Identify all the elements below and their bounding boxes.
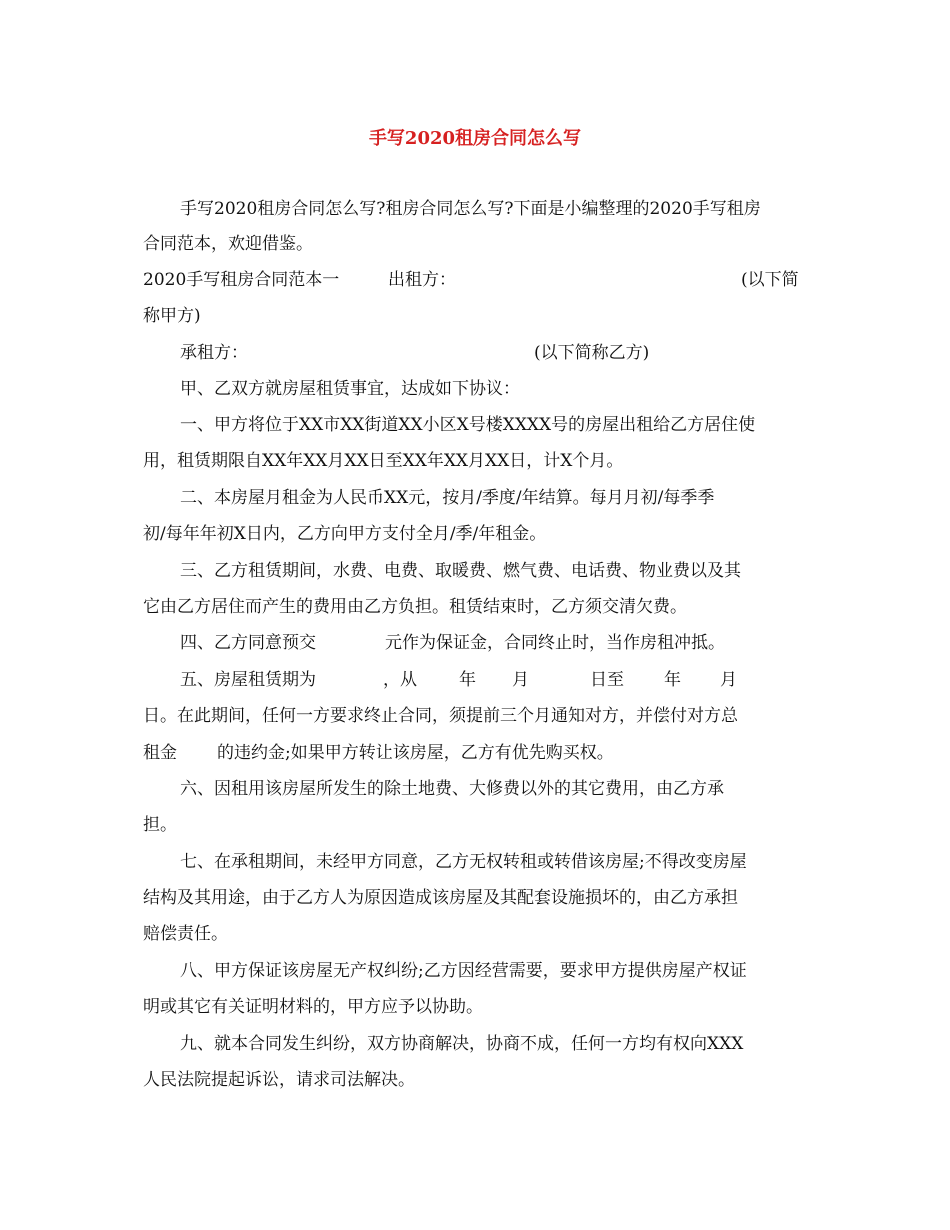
lessor-short-name-cont: 称甲方) — [143, 306, 201, 326]
clause-5-month-1: 月 — [512, 670, 529, 690]
clause-4-part-2: 元作为保证金，合同终止时，当作房租冲抵。 — [385, 633, 725, 653]
lessor-short-name: (以下简 — [741, 270, 799, 290]
clause-6-line-1: 六、因租用该房屋所发生的除土地费、大修费以外的其它费用，由乙方承 — [180, 779, 724, 799]
clause-5-year-1: 年 — [459, 670, 476, 690]
clause-7-line-1: 七、在承租期间，未经甲方同意，乙方无权转租或转借该房屋;不得改变房屋 — [180, 852, 747, 872]
clause-7-line-3: 赔偿责任。 — [143, 924, 228, 944]
clause-6-line-2: 担。 — [143, 815, 177, 835]
clause-8-line-2: 明或其它有关证明材料的，甲方应予以协助。 — [143, 997, 483, 1017]
clause-1-line-2: 用，租赁期限自XX年XX月XX日至XX年XX月XX日，计X个月。 — [143, 451, 624, 471]
clause-5-line-3-a: 租金 — [143, 743, 177, 763]
clause-5-month-2: 月 — [720, 670, 737, 690]
clause-5-part-2: ，从 — [383, 670, 417, 690]
agreement-line: 甲、乙双方就房屋租赁事宜，达成如下协议： — [180, 379, 520, 399]
intro-line-1: 手写2020租房合同怎么写?租房合同怎么写?下面是小编整理的2020手写租房 — [180, 199, 761, 219]
clause-9-line-1: 九、就本合同发生纠纷，双方协商解决，协商不成，任何一方均有权向XXX — [180, 1034, 744, 1054]
lessor-label: 出租方： — [388, 270, 456, 290]
clause-3-line-1: 三、乙方租赁期间，水费、电费、取暖费、燃气费、电话费、物业费以及其 — [180, 561, 741, 581]
clause-5-line-2: 日。在此期间，任何一方要求终止合同，须提前三个月通知对方，并偿付对方总 — [143, 706, 738, 726]
clause-8-line-1: 八、甲方保证该房屋无产权纠纷;乙方因经营需要，要求甲方提供房屋产权证 — [180, 961, 747, 981]
document-title: 手写2020租房合同怎么写 — [368, 128, 582, 149]
clause-9-line-2: 人民法院提起诉讼，请求司法解决。 — [143, 1070, 415, 1090]
clause-1-line-1: 一、甲方将位于XX市XX街道XX小区X号楼XXXX号的房屋出租给乙方居住使 — [180, 415, 756, 435]
clause-5-line-3-b: 的违约金;如果甲方转让该房屋，乙方有优先购买权。 — [217, 743, 614, 763]
clause-3-line-2: 它由乙方居住而产生的费用由乙方负担。租赁结束时，乙方须交清欠费。 — [143, 597, 687, 617]
lessee-label: 承租方： — [180, 343, 248, 363]
lessee-short-name: (以下简称乙方) — [534, 343, 650, 363]
clause-2-line-1: 二、本房屋月租金为人民币XX元，按月/季度/年结算。每月月初/每季季 — [180, 488, 715, 508]
clause-5-day-to: 日至 — [590, 670, 624, 690]
clause-7-line-2: 结构及其用途，由于乙方人为原因造成该房屋及其配套设施损坏的，由乙方承担 — [143, 888, 738, 908]
clause-5-year-2: 年 — [664, 670, 681, 690]
clause-4-part-1: 四、乙方同意预交 — [180, 633, 316, 653]
clause-2-line-2: 初/每年年初X日内，乙方向甲方支付全月/季/年租金。 — [143, 524, 547, 544]
clause-5-part-1: 五、房屋租赁期为 — [180, 670, 316, 690]
sample-header-label: 2020手写租房合同范本一 — [143, 270, 340, 290]
intro-line-2: 合同范本，欢迎借鉴。 — [143, 234, 313, 254]
